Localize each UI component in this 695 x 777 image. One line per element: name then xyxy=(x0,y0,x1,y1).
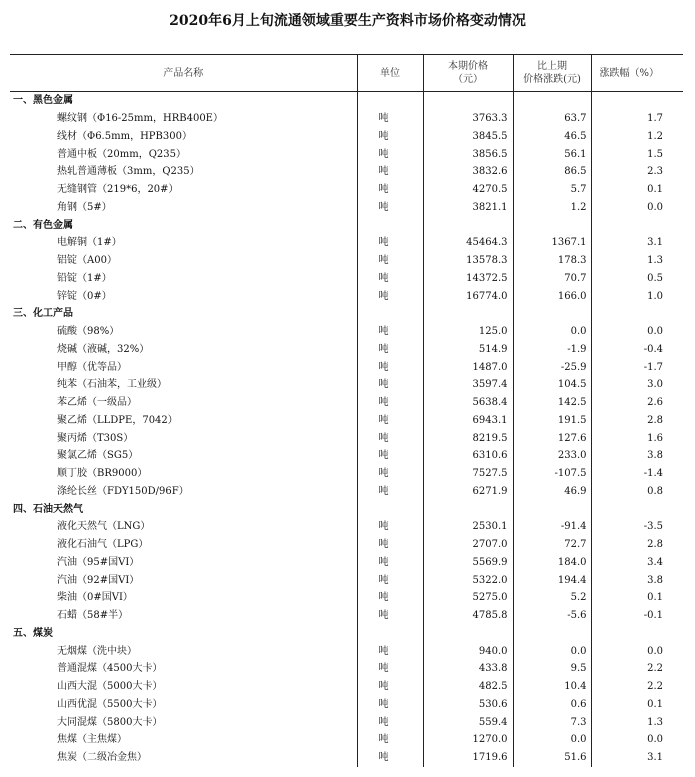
header-price-change: 比上期 价格涨跌(元) xyxy=(513,55,591,92)
price-cell: 8219.5 xyxy=(423,429,513,447)
price-cell: 14372.5 xyxy=(423,270,513,288)
price-cell: 3832.6 xyxy=(423,163,513,181)
change-percent-cell: 1.6 xyxy=(591,429,683,447)
unit-cell: 吨 xyxy=(357,252,423,270)
table-row xyxy=(10,607,683,625)
unit-cell: 吨 xyxy=(357,163,423,181)
price-change-cell: 70.7 xyxy=(513,270,591,288)
product-name-cell: 汽油（95#国VI） xyxy=(57,556,140,568)
price-cell: 3763.3 xyxy=(423,110,513,128)
table-row xyxy=(10,394,683,412)
change-percent-cell: 1.2 xyxy=(591,128,683,146)
empty-cell xyxy=(357,92,423,110)
product-name-cell: 纯苯（石油苯，工业级） xyxy=(57,379,167,391)
unit-cell: 吨 xyxy=(357,607,423,625)
product-name-cell: 普通中板（20mm，Q235） xyxy=(57,148,186,160)
price-change-cell: 5.7 xyxy=(513,181,591,199)
change-percent-cell: -1.7 xyxy=(591,358,683,376)
unit-cell: 吨 xyxy=(357,589,423,607)
table-row xyxy=(10,234,683,252)
product-name-cell: 热轧普通薄板（3mm，Q235） xyxy=(57,166,200,178)
unit-cell: 吨 xyxy=(357,376,423,394)
price-cell: 3821.1 xyxy=(423,199,513,217)
unit-cell: 吨 xyxy=(357,465,423,483)
change-percent-cell: 3.8 xyxy=(591,447,683,465)
product-name-cell: 硫酸（98%） xyxy=(57,326,120,338)
category-label: 二、有色金属 xyxy=(13,219,73,231)
category-label: 三、化工产品 xyxy=(13,308,73,320)
product-name-cell: 山西优混（5500大卡） xyxy=(57,698,163,710)
price-change-cell: 184.0 xyxy=(513,554,591,572)
price-cell: 4270.5 xyxy=(423,181,513,199)
product-name-cell: 石蜡（58#半） xyxy=(57,610,129,622)
table-row xyxy=(10,145,683,163)
change-percent-cell: 1.3 xyxy=(591,713,683,731)
empty-cell xyxy=(423,216,513,234)
price-change-cell: 194.4 xyxy=(513,571,591,589)
price-change-cell: 86.5 xyxy=(513,163,591,181)
unit-cell: 吨 xyxy=(357,713,423,731)
table-row xyxy=(10,412,683,430)
category-row xyxy=(10,305,683,323)
unit-cell: 吨 xyxy=(357,554,423,572)
product-name-cell: 甲醇（优等品） xyxy=(57,361,127,373)
price-change-cell: 63.7 xyxy=(513,110,591,128)
table-row xyxy=(10,128,683,146)
unit-cell: 吨 xyxy=(357,571,423,589)
product-name-cell: 大同混煤（5800大卡） xyxy=(57,716,163,728)
table-row xyxy=(10,270,683,288)
price-cell: 482.5 xyxy=(423,678,513,696)
change-percent-cell: 0.1 xyxy=(591,589,683,607)
unit-cell: 吨 xyxy=(357,145,423,163)
price-cell: 6271.9 xyxy=(423,483,513,501)
unit-cell: 吨 xyxy=(357,660,423,678)
product-name-cell: 螺纹钢（Φ16-25mm，HRB400E） xyxy=(57,113,223,125)
unit-cell: 吨 xyxy=(357,341,423,359)
price-change-cell: -25.9 xyxy=(513,358,591,376)
price-change-cell: -107.5 xyxy=(513,465,591,483)
product-name-cell: 焦炭（二级冶金焦） xyxy=(57,752,147,764)
product-name-cell: 锌锭（0#） xyxy=(57,290,112,302)
unit-cell: 吨 xyxy=(357,323,423,341)
price-change-cell: 1367.1 xyxy=(513,234,591,252)
table-row xyxy=(10,713,683,731)
category-row xyxy=(10,500,683,518)
product-name-cell: 铝锭（A00） xyxy=(57,255,117,267)
price-change-cell: 7.3 xyxy=(513,713,591,731)
product-name-cell: 无烟煤（洗中块） xyxy=(57,645,137,657)
change-percent-cell: 3.1 xyxy=(591,234,683,252)
category-row xyxy=(10,625,683,643)
price-cell: 6943.1 xyxy=(423,412,513,430)
price-cell: 940.0 xyxy=(423,642,513,660)
page-title: 2020年6月上旬流通领域重要生产资料市场价格变动情况 xyxy=(169,13,526,29)
product-name-cell: 涤纶长丝（FDY150D/96F） xyxy=(57,485,189,497)
change-percent-cell: 0.8 xyxy=(591,483,683,501)
table-row xyxy=(10,110,683,128)
price-change-cell: 166.0 xyxy=(513,287,591,305)
empty-cell xyxy=(357,625,423,643)
header-product-name: 产品名称 xyxy=(10,55,357,92)
product-name-cell: 角钢（5#） xyxy=(57,201,112,213)
price-cell: 5638.4 xyxy=(423,394,513,412)
price-change-cell: 5.2 xyxy=(513,589,591,607)
price-change-cell: 233.0 xyxy=(513,447,591,465)
price-cell: 2530.1 xyxy=(423,518,513,536)
change-percent-cell: 3.1 xyxy=(591,749,683,767)
unit-cell: 吨 xyxy=(357,287,423,305)
unit-cell: 吨 xyxy=(357,358,423,376)
change-percent-cell: 2.8 xyxy=(591,536,683,554)
change-percent-cell: -1.4 xyxy=(591,465,683,483)
price-cell: 514.9 xyxy=(423,341,513,359)
empty-cell xyxy=(513,216,591,234)
table-row xyxy=(10,323,683,341)
empty-cell xyxy=(423,500,513,518)
table-row xyxy=(10,376,683,394)
change-percent-cell: 1.0 xyxy=(591,287,683,305)
unit-cell: 吨 xyxy=(357,749,423,767)
header-change-percent: 涨跌幅（%） xyxy=(591,55,683,92)
table-row xyxy=(10,358,683,376)
change-percent-cell: -0.4 xyxy=(591,341,683,359)
unit-cell: 吨 xyxy=(357,199,423,217)
unit-cell: 吨 xyxy=(357,270,423,288)
category-row xyxy=(10,92,683,110)
price-change-cell: 142.5 xyxy=(513,394,591,412)
change-percent-cell: 2.6 xyxy=(591,394,683,412)
header-current-price: 本期价格 （元） xyxy=(423,55,513,92)
table-row xyxy=(10,483,683,501)
price-cell: 3845.5 xyxy=(423,128,513,146)
price-change-cell: 46.9 xyxy=(513,483,591,501)
price-cell: 125.0 xyxy=(423,323,513,341)
table-row xyxy=(10,696,683,714)
category-label: 四、石油天然气 xyxy=(13,503,83,515)
price-change-cell: 127.6 xyxy=(513,429,591,447)
table-row xyxy=(10,642,683,660)
product-name-cell: 柴油（0#国VI） xyxy=(57,592,133,604)
price-cell: 7527.5 xyxy=(423,465,513,483)
table-row xyxy=(10,554,683,572)
price-change-cell: 1.2 xyxy=(513,199,591,217)
price-change-cell: 0.6 xyxy=(513,696,591,714)
empty-cell xyxy=(513,92,591,110)
price-change-cell: 0.0 xyxy=(513,642,591,660)
table-row xyxy=(10,731,683,749)
price-change-cell: -1.9 xyxy=(513,341,591,359)
price-cell: 5322.0 xyxy=(423,571,513,589)
product-name-cell: 汽油（92#国VI） xyxy=(57,574,140,586)
change-percent-cell: 2.8 xyxy=(591,412,683,430)
empty-cell xyxy=(513,500,591,518)
change-percent-cell: 0.1 xyxy=(591,696,683,714)
change-percent-cell: 2.2 xyxy=(591,678,683,696)
change-percent-cell: 1.7 xyxy=(591,110,683,128)
table-row xyxy=(10,181,683,199)
price-cell: 4785.8 xyxy=(423,607,513,625)
unit-cell: 吨 xyxy=(357,110,423,128)
empty-cell xyxy=(423,625,513,643)
price-cell: 45464.3 xyxy=(423,234,513,252)
change-percent-cell: 0.0 xyxy=(591,731,683,749)
unit-cell: 吨 xyxy=(357,483,423,501)
price-change-cell: 9.5 xyxy=(513,660,591,678)
empty-cell xyxy=(591,305,683,323)
product-name-cell: 铅锭（1#） xyxy=(57,272,112,284)
change-percent-cell: 2.2 xyxy=(591,660,683,678)
unit-cell: 吨 xyxy=(357,429,423,447)
unit-cell: 吨 xyxy=(357,394,423,412)
table-row xyxy=(10,287,683,305)
product-name-cell: 电解铜（1#） xyxy=(57,237,122,249)
price-table xyxy=(10,54,683,767)
table-row xyxy=(10,571,683,589)
product-name-cell: 液化天然气（LNG） xyxy=(57,521,151,533)
price-change-cell: -91.4 xyxy=(513,518,591,536)
table-row xyxy=(10,749,683,767)
empty-cell xyxy=(423,92,513,110)
change-percent-cell: -3.5 xyxy=(591,518,683,536)
table-row xyxy=(10,678,683,696)
price-cell: 5569.9 xyxy=(423,554,513,572)
empty-cell xyxy=(357,500,423,518)
change-percent-cell: 3.4 xyxy=(591,554,683,572)
unit-cell: 吨 xyxy=(357,234,423,252)
product-name-cell: 普通混煤（4500大卡） xyxy=(57,663,163,675)
product-name-cell: 聚乙烯（LLDPE，7042） xyxy=(57,414,178,426)
change-percent-cell: 2.3 xyxy=(591,163,683,181)
price-change-cell: -5.6 xyxy=(513,607,591,625)
empty-cell xyxy=(591,625,683,643)
table-row xyxy=(10,536,683,554)
price-cell: 5275.0 xyxy=(423,589,513,607)
empty-cell xyxy=(591,500,683,518)
header-unit: 单位 xyxy=(357,55,423,92)
price-change-cell: 0.0 xyxy=(513,323,591,341)
change-percent-cell: 1.3 xyxy=(591,252,683,270)
price-change-cell: 51.6 xyxy=(513,749,591,767)
price-change-cell: 191.5 xyxy=(513,412,591,430)
product-name-cell: 烧碱（液碱，32%） xyxy=(57,343,150,355)
price-change-cell: 0.0 xyxy=(513,731,591,749)
unit-cell: 吨 xyxy=(357,696,423,714)
change-percent-cell: -0.1 xyxy=(591,607,683,625)
table-row xyxy=(10,252,683,270)
price-change-cell: 178.3 xyxy=(513,252,591,270)
price-cell: 6310.6 xyxy=(423,447,513,465)
table-row xyxy=(10,660,683,678)
price-change-cell: 46.5 xyxy=(513,128,591,146)
price-change-cell: 10.4 xyxy=(513,678,591,696)
unit-cell: 吨 xyxy=(357,536,423,554)
price-change-cell: 104.5 xyxy=(513,376,591,394)
table-row xyxy=(10,341,683,359)
price-change-cell: 72.7 xyxy=(513,536,591,554)
product-name-cell: 山西大混（5000大卡） xyxy=(57,681,163,693)
empty-cell xyxy=(513,625,591,643)
empty-cell xyxy=(513,305,591,323)
empty-cell xyxy=(591,92,683,110)
empty-cell xyxy=(357,216,423,234)
product-name-cell: 顺丁胶（BR9000） xyxy=(57,468,148,480)
product-name-cell: 聚丙烯（T30S） xyxy=(57,432,134,444)
unit-cell: 吨 xyxy=(357,731,423,749)
change-percent-cell: 3.8 xyxy=(591,571,683,589)
price-cell: 1270.0 xyxy=(423,731,513,749)
price-cell: 2707.0 xyxy=(423,536,513,554)
product-name-cell: 液化石油气（LPG） xyxy=(57,539,149,551)
price-cell: 1487.0 xyxy=(423,358,513,376)
table-row xyxy=(10,589,683,607)
price-cell: 433.8 xyxy=(423,660,513,678)
change-percent-cell: 0.5 xyxy=(591,270,683,288)
table-row xyxy=(10,447,683,465)
product-name-cell: 苯乙烯（一级品） xyxy=(57,397,137,409)
table-row xyxy=(10,465,683,483)
price-cell: 559.4 xyxy=(423,713,513,731)
table-header-row xyxy=(10,55,683,92)
price-cell: 3597.4 xyxy=(423,376,513,394)
product-name-cell: 线材（Φ6.5mm，HPB300） xyxy=(57,130,192,142)
change-percent-cell: 3.0 xyxy=(591,376,683,394)
price-change-cell: 56.1 xyxy=(513,145,591,163)
unit-cell: 吨 xyxy=(357,447,423,465)
change-percent-cell: 0.0 xyxy=(591,199,683,217)
product-name-cell: 焦煤（主焦煤） xyxy=(57,734,127,746)
price-cell: 16774.0 xyxy=(423,287,513,305)
empty-cell xyxy=(357,305,423,323)
unit-cell: 吨 xyxy=(357,642,423,660)
product-name-cell: 无缝钢管（219*6，20#） xyxy=(57,184,179,196)
change-percent-cell: 0.0 xyxy=(591,323,683,341)
category-label: 一、黑色金属 xyxy=(13,95,73,107)
change-percent-cell: 0.0 xyxy=(591,642,683,660)
price-cell: 530.6 xyxy=(423,696,513,714)
price-cell: 13578.3 xyxy=(423,252,513,270)
unit-cell: 吨 xyxy=(357,518,423,536)
price-cell: 3856.5 xyxy=(423,145,513,163)
table-row xyxy=(10,429,683,447)
unit-cell: 吨 xyxy=(357,181,423,199)
change-percent-cell: 1.5 xyxy=(591,145,683,163)
empty-cell xyxy=(591,216,683,234)
table-row xyxy=(10,199,683,217)
unit-cell: 吨 xyxy=(357,128,423,146)
table-row xyxy=(10,518,683,536)
unit-cell: 吨 xyxy=(357,678,423,696)
unit-cell: 吨 xyxy=(357,412,423,430)
change-percent-cell: 0.1 xyxy=(591,181,683,199)
category-row xyxy=(10,216,683,234)
price-cell: 1719.6 xyxy=(423,749,513,767)
category-label: 五、煤炭 xyxy=(13,627,53,639)
table-row xyxy=(10,163,683,181)
product-name-cell: 聚氯乙烯（SG5） xyxy=(57,450,139,462)
empty-cell xyxy=(423,305,513,323)
